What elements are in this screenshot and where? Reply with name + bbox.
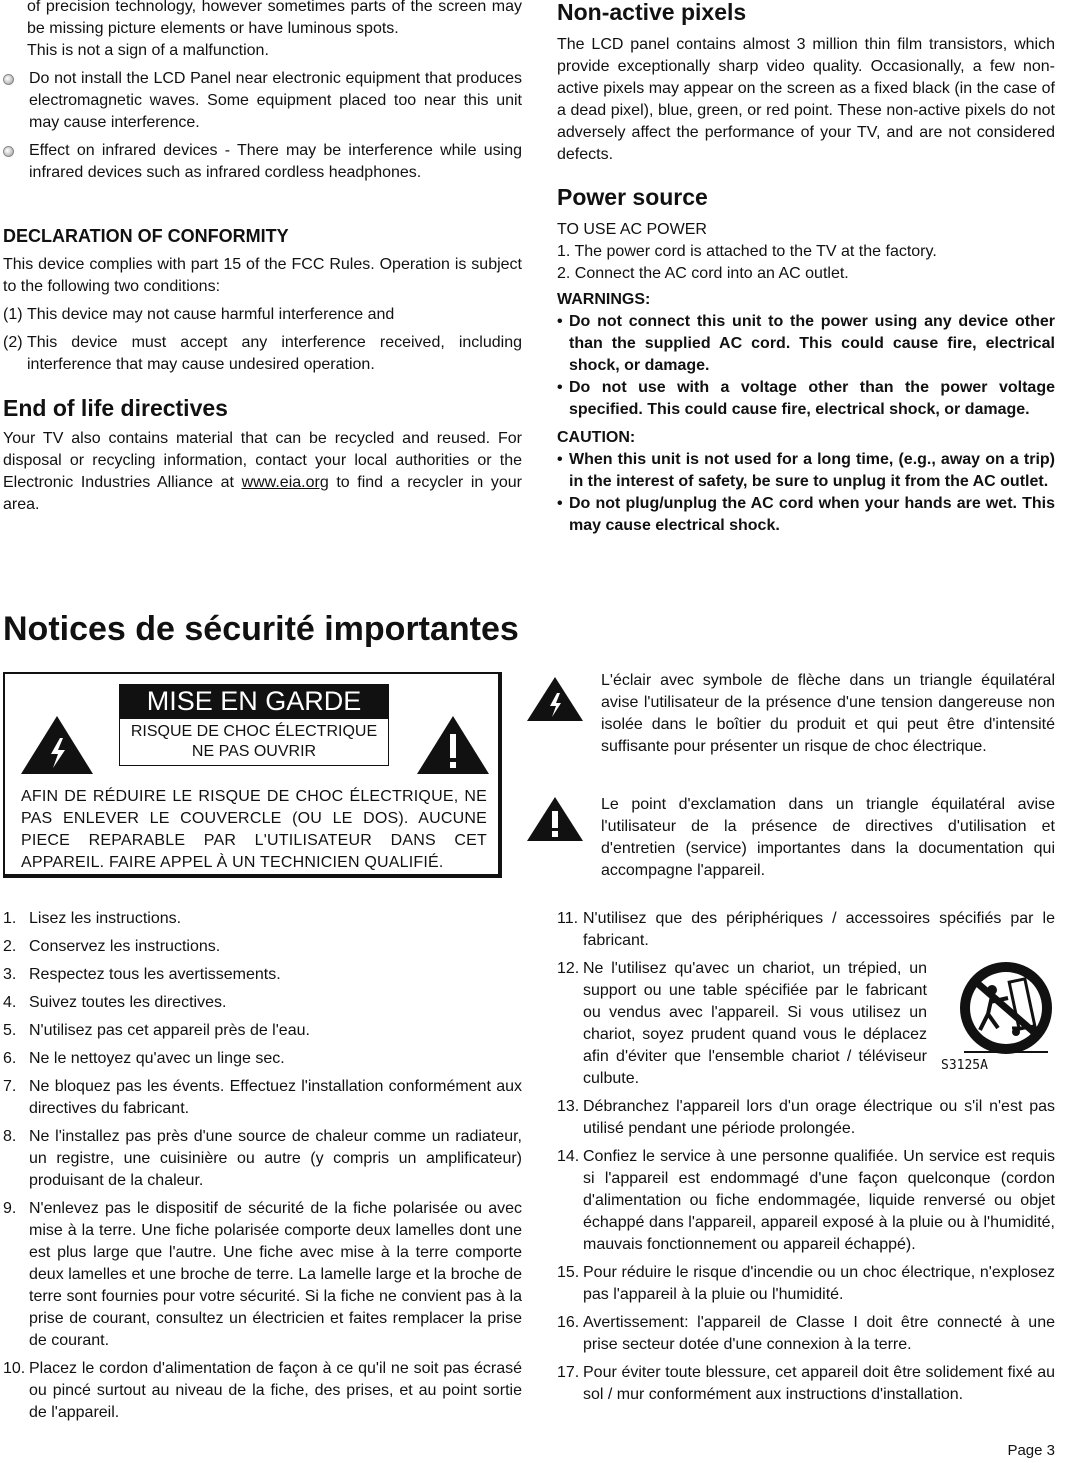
cart-code: S3125A (941, 1058, 988, 1073)
declaration-item: (2) This device must accept any interference received, including interference that may cause undesired operation. (3, 334, 522, 373)
declaration-section (3, 224, 522, 376)
bullet-item: Effect on infrared devices - There may be interference while using infrared devices such as infrared cordless headphones. (3, 140, 522, 184)
bullet-item: Do not install the LCD Panel near electronic equipment that produces electromagnetic waves. Some equipment placed too near this unit may cause interference. (3, 68, 522, 134)
lightning-triangle-icon (19, 714, 95, 776)
french-list-left (3, 908, 522, 1430)
french-title: Notices de sécurité importantes (3, 610, 519, 648)
non-active-heading: Non-active pixels (557, 0, 747, 25)
list-item: 15. Pour réduire le risque d'incendie ou un choc électrique, n'explosez pas l'appareil à la pluie ou l'humidité. (557, 1264, 1055, 1303)
intro-note: This is not a sign of a malfunction. (27, 42, 269, 59)
exclamation-explanation: Le point d'exclamation dans un triangle équilatéral avise l'utilisateur de la présence de directives d'utilisation et d'entretien (service) importantes dans la documentation qui accompagne l'appareil. (601, 796, 1055, 879)
list-item: 8. Ne l'installez pas près d'une source de chaleur comme un radiateur, un registre, une cuisinière ou autre (y compris un amplificateur) produisant de la chaleur. (3, 1128, 522, 1189)
list-item: 16. Avertissement: l'appareil de Classe I doit être connecté à une prise secteur dotée d'une connexion à la terre. (557, 1314, 1055, 1353)
list-item: 6. Ne le nettoyez qu'avec un linge sec. (3, 1050, 285, 1067)
warning-body: AFIN DE RÉDUIRE LE RISQUE DE CHOC ÉLECTRIQUE, NE PAS ENLEVER LE COUVERCLE (OU LE DOS). AUCUNE PIECE REPARABLE PAR L'UTILISATEUR DANS CET APPAREIL. FAIRE APPEL À UN TECHNICIEN QUALIFIÉ. (21, 788, 487, 871)
warning-box (3, 672, 502, 878)
exclamation-triangle-icon (526, 796, 584, 842)
end-of-life-text: Your TV also contains material that can be recycled and reused. For disposal or recycling information, contact your local authorities or the Electronic Industries Alliance at www.eia.org to find a recycler in your area. (3, 430, 523, 513)
power-step: 2. Connect the AC cord into an AC outlet. (557, 265, 849, 282)
bullet-icon (3, 146, 14, 157)
list-item: 10. Placez le cordon d'alimentation de façon à ce qu'il ne soit pas écrasé ou pincé surtout au niveau de la fiche, des prises, et au point sortie de l'appareil. (3, 1360, 522, 1421)
list-item: 1. Lisez les instructions. (3, 910, 182, 927)
lightning-triangle-icon (526, 676, 584, 722)
list-item: 7. Ne bloquez pas les évents. Effectuez l'installation conformément aux directives du fabricant. (3, 1078, 522, 1117)
left-intro (3, 0, 522, 184)
list-item: 14. Confiez le service à une personne qualifiée. Un service est requis si l'appareil est endommagé d'une façon quelconque (cordon d'alimentation ou fiche endommagée, liquide renversé ou objet échappé dans l'appareil, appareil exposé à la pluie ou à l'humidité, mauvais fonctionnement ou appareil échappé). (557, 1148, 1055, 1253)
power-heading: Power source (557, 184, 708, 210)
list-item: 4. Suivez toutes les directives. (3, 994, 227, 1011)
power-section (557, 183, 1055, 537)
caution-label: CAUTION: (557, 429, 636, 446)
list-item: 12. Ne l'utilisez qu'avec un chariot, un trépied, un support ou une table spécifiée par le fabricant ou vendus avec l'appareil. Si vous utilisez un chariot, soyez prudent quand vous le déplacez afin d'éviter que l'ensemble chariot / téléviseur culbute. (557, 960, 927, 1087)
intro-text: of precision technology, however sometimes parts of the screen may be missing picture elements or have luminous spots. (27, 0, 522, 37)
declaration-heading: DECLARATION OF CONFORMITY (3, 226, 289, 246)
list-item: 11. N'utilisez que des périphériques / accessoires spécifiés par le fabricant. (557, 910, 1055, 949)
declaration-item: (1) This device may not cause harmful interference and (3, 306, 395, 323)
list-item: 13. Débranchez l'appareil lors d'un orage électrique ou s'il n'est pas utilisé pendant une période prolongée. (557, 1098, 1055, 1137)
lightning-explanation: L'éclair avec symbole de flèche dans un triangle équilatéral avise l'utilisateur de la présence d'une tension dangereuse non isolée dans le boîtier du produit et qui peut être d'intensité suffisante pour présenter un risque de choc électrique. (601, 672, 1055, 755)
end-of-life-section (3, 394, 522, 516)
list-item: 17. Pour éviter toute blessure, cet appareil doit être solidement fixé au sol / mur conformément aux instructions d'installation. (557, 1364, 1055, 1403)
warnings-label: WARNINGS: (557, 291, 651, 308)
warning-title: MISE EN GARDE (119, 684, 389, 718)
eia-link[interactable]: www.eia.org (241, 474, 329, 491)
page-number: Page 3 (1007, 1442, 1055, 1459)
exclamation-triangle-icon (415, 714, 491, 776)
caution-item: • Do not plug/unplug the AC cord when your hands are wet. This may cause electrical shock. (557, 495, 1055, 534)
list-item: 2. Conservez les instructions. (3, 938, 221, 955)
warning-subtitle: RISQUE DE CHOC ÉLECTRIQUE NE PAS OUVRIR (119, 718, 389, 766)
warning-item: • Do not connect this unit to the power using any device other than the supplied AC cord. This could cause fire, electrical shock, or damage. (557, 313, 1055, 374)
list-item: 5. N'utilisez pas cet appareil près de l'eau. (3, 1022, 310, 1039)
non-active-text: The LCD panel contains almost 3 million thin film transistors, which provide exceptionally sharp video quality. Occasionally, a few non-active pixels may appear on the screen as a fixed black (in the case of a dead pixel), blue, green, or red point. These non-active pixels do not adversely affect the performance of your TV, and are not considered defects. (557, 36, 1055, 163)
list-item: 3. Respectez tous les avertissements. (3, 966, 281, 983)
declaration-intro: This device complies with part 15 of the FCC Rules. Operation is subject to the following two conditions: (3, 256, 522, 295)
end-of-life-heading: End of life directives (3, 395, 228, 421)
power-sub: TO USE AC POWER (557, 221, 707, 238)
list-item: 9. N'enlevez pas le dispositif de sécurité de la fiche polarisée ou avec mise à la terre. Une fiche polarisée comporte deux lamelles dont une est plus large que l'autre. Une fiche avec mise à la terre comporte deux lamelles et une broche de terre. La lamelle large et la broche de terre sont fournies pour votre sécurité. Si la fiche ne convient pas à la prise de courant, consultez un électricien et faites remplacer la prise de courant. (3, 1200, 522, 1349)
warning-item: • Do not use with a voltage other than the power voltage specified. This could cause fire, electrical shock, or damage. (557, 379, 1055, 418)
caution-item: • When this unit is not used for a long time, (e.g., away on a trip) in the interest of safety, be sure to unplug it from the AC outlet. (557, 451, 1055, 490)
cart-tip-warning-icon (958, 960, 1054, 1056)
bullet-icon (3, 74, 14, 85)
non-active-section (557, 0, 1055, 166)
power-step: 1. The power cord is attached to the TV at the factory. (557, 243, 937, 260)
